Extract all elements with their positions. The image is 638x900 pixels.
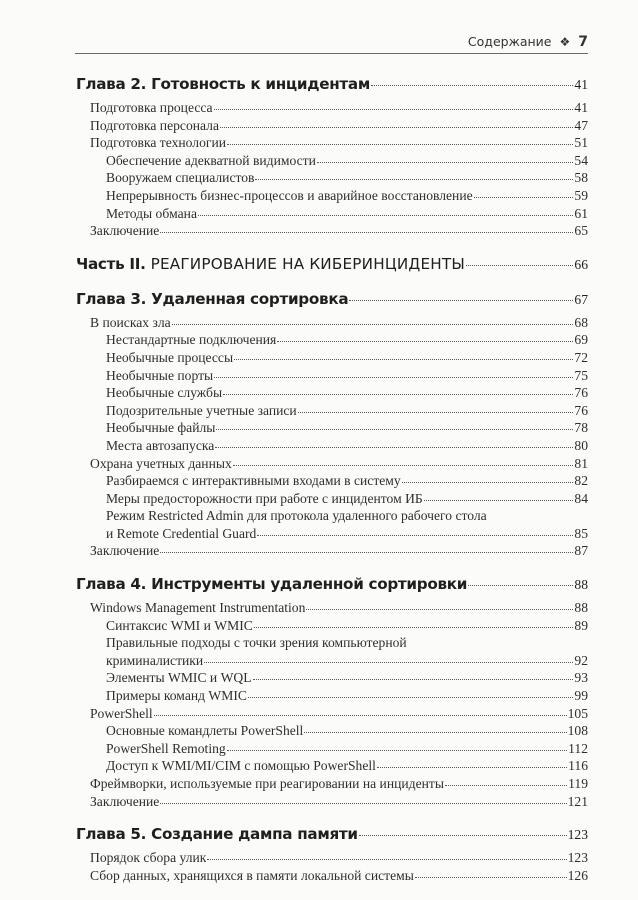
leader-dots — [254, 627, 574, 628]
toc-chapter-heading[interactable] — [76, 574, 588, 595]
entry-label: Фреймворки, используемые при реагировании на инциденты — [90, 776, 444, 791]
leader-dots — [306, 609, 573, 610]
page-number: 41 — [574, 77, 588, 92]
entry-label: Подозрительные учетные записи — [106, 402, 297, 418]
page-number: 123 — [567, 850, 588, 866]
leader-dots — [415, 877, 567, 878]
leader-dots — [172, 324, 574, 325]
entry-label: Заключение — [90, 223, 160, 239]
page-number: 88 — [574, 600, 588, 616]
toc-subentry[interactable] — [76, 687, 588, 705]
toc-subentry[interactable] — [76, 331, 588, 349]
entry-label: Подготовка процесса — [90, 100, 213, 115]
leader-dots — [216, 429, 573, 430]
toc-entry[interactable] — [76, 222, 588, 240]
toc-part-heading[interactable] — [76, 254, 588, 275]
toc-entry[interactable] — [76, 599, 588, 617]
page-number: 47 — [574, 117, 588, 133]
page-number: 65 — [574, 223, 588, 239]
page-number: 75 — [574, 367, 588, 383]
entry-label-line2: криминалистики — [106, 652, 204, 668]
page-number: 82 — [574, 473, 588, 489]
toc-subentry[interactable] — [76, 507, 588, 542]
chapter-title: Глава 5. Создание дампа памяти — [76, 825, 358, 844]
toc-subentry[interactable] — [76, 634, 588, 669]
leader-dots — [474, 197, 574, 198]
toc-subentry[interactable] — [76, 757, 588, 775]
chapter-title: Глава 4. Инструменты удаленной сортировки — [76, 575, 468, 594]
entry-label-line1: Правильные подходы с точки зрения компьютерной — [106, 635, 407, 651]
page-number: 51 — [574, 135, 588, 151]
leader-dots — [207, 859, 566, 860]
page-number: 99 — [574, 688, 588, 704]
entry-label: Синтаксис WMI и WMIC — [106, 617, 253, 633]
entry-label: Непрерывность бизнес-процессов и аварийное восстановление — [106, 187, 473, 203]
leader-dots — [227, 750, 567, 751]
entry-label: Методы обмана — [106, 205, 197, 221]
toc-entry[interactable] — [76, 455, 588, 473]
toc-entry[interactable] — [76, 705, 588, 723]
page-number: 72 — [574, 349, 588, 365]
leader-dots — [154, 715, 567, 716]
leader-dots — [402, 482, 574, 483]
page-number: 85 — [574, 525, 588, 541]
page-number: 116 — [568, 758, 588, 774]
toc-subentry[interactable] — [76, 187, 588, 205]
leader-dots — [424, 500, 574, 501]
leader-dots — [227, 144, 573, 145]
toc-subentry[interactable] — [76, 384, 588, 402]
running-header — [75, 30, 588, 54]
page-number: 66 — [574, 256, 588, 272]
entry-label: Меры предосторожности при работе с инцидентом ИБ — [106, 490, 423, 506]
entry-label: Заключение — [90, 543, 160, 559]
ornament-icon: ❖ — [559, 34, 571, 49]
entry-label: Разбираемся с интерактивными входами в систему — [106, 473, 401, 489]
leader-dots — [223, 394, 573, 395]
toc-subentry[interactable] — [76, 472, 588, 490]
page-number: 76 — [574, 402, 588, 418]
toc-subentry[interactable] — [76, 740, 588, 758]
toc-subentry[interactable] — [76, 419, 588, 437]
toc-chapter-heading[interactable] — [76, 289, 588, 310]
leader-dots — [468, 585, 573, 586]
leader-dots — [248, 697, 573, 698]
leader-dots — [298, 412, 574, 413]
page-number: 105 — [567, 705, 588, 721]
entry-label-line1: Режим Restricted Admin для протокола удаленного рабочего стола — [106, 508, 487, 524]
entry-label: Доступ к WMI/MI/CIM с помощью PowerShell — [106, 758, 376, 774]
leader-dots — [160, 803, 566, 804]
leader-dots — [160, 552, 573, 553]
page-number: 88 — [574, 577, 588, 593]
page-number: 89 — [574, 617, 588, 633]
page-number: 80 — [574, 437, 588, 453]
entry-label: PowerShell Remoting — [106, 740, 226, 756]
toc-entry[interactable] — [76, 775, 588, 793]
toc-subentry[interactable] — [76, 617, 588, 635]
page-number: 67 — [574, 291, 588, 307]
entry-label: PowerShell — [90, 705, 153, 721]
toc-entry[interactable] — [76, 849, 588, 867]
toc-entry[interactable] — [76, 867, 588, 885]
leader-dots — [214, 109, 574, 110]
toc-entry[interactable] — [76, 314, 588, 332]
leader-dots — [160, 232, 573, 233]
leader-dots — [234, 359, 573, 360]
entry-label: Места автозапуска — [106, 437, 215, 453]
page-number: 58 — [574, 170, 588, 186]
page-number: 112 — [568, 740, 588, 756]
entry-label: Необычные службы — [106, 385, 223, 401]
leader-dots — [466, 265, 573, 266]
page-number: 78 — [574, 420, 588, 436]
entry-label: Подготовка персонала — [90, 117, 219, 133]
page-number: 87 — [574, 543, 588, 559]
page-number: 54 — [574, 152, 588, 168]
page-number: 81 — [574, 455, 588, 471]
entry-label: Основные командлеты PowerShell — [106, 723, 304, 739]
leader-dots — [445, 785, 567, 786]
page-number: 93 — [574, 670, 588, 686]
page-number: 108 — [567, 723, 588, 739]
toc-subentry[interactable] — [76, 367, 588, 385]
page-number: 59 — [574, 187, 588, 203]
page-number: 41 — [574, 100, 588, 115]
leader-dots — [377, 767, 567, 768]
entry-label: Windows Management Instrumentation — [90, 600, 306, 616]
leader-dots — [220, 127, 573, 128]
entry-label-line2: и Remote Credential Guard — [106, 525, 257, 541]
toc-subentry[interactable] — [76, 669, 588, 687]
entry-label: Порядок сбора улик — [90, 850, 207, 866]
leader-dots — [198, 215, 573, 216]
toc-entry[interactable] — [76, 117, 588, 135]
page-number: 119 — [568, 776, 588, 791]
leader-dots — [317, 162, 574, 163]
leader-dots — [255, 179, 573, 180]
entry-label: В поисках зла — [90, 314, 171, 330]
header-section-title: Содержание — [467, 34, 552, 49]
entry-label: Нестандартные подключения — [106, 332, 277, 348]
leader-dots — [257, 535, 573, 536]
leader-dots — [371, 85, 573, 86]
toc-subentry[interactable] — [76, 152, 588, 170]
leader-dots — [304, 732, 566, 733]
leader-dots — [233, 465, 574, 466]
page-number: 92 — [574, 652, 588, 668]
leader-dots — [214, 377, 573, 378]
entry-label: Подготовка технологии — [90, 135, 226, 151]
entry-label: Сбор данных, хранящихся в памяти локальной системы — [90, 867, 414, 883]
toc-entry[interactable] — [76, 542, 588, 560]
toc-subentry[interactable] — [76, 437, 588, 455]
toc-chapter-heading[interactable] — [76, 74, 588, 95]
part-prefix: Часть II. — [76, 254, 146, 273]
page-number: 121 — [567, 793, 588, 809]
entry-label: Обеспечение адекватной видимости — [106, 152, 316, 168]
page-number: 84 — [574, 490, 588, 506]
chapter-title: Глава 3. Удаленная сортировка — [76, 289, 349, 308]
leader-dots — [359, 835, 567, 836]
entry-label: Необычные порты — [106, 367, 214, 383]
toc-entry[interactable] — [76, 99, 588, 117]
entry-label: Необычные файлы — [106, 420, 216, 436]
toc-subentry[interactable] — [76, 169, 588, 187]
leader-dots — [215, 447, 573, 448]
entry-label: Примеры команд WMIC — [106, 688, 247, 704]
page-number: 126 — [567, 867, 588, 883]
chapter-title: Глава 2. Готовность к инцидентам — [76, 75, 370, 93]
entry-label: Элементы WMIC и WQL — [106, 670, 252, 686]
toc-entry[interactable] — [76, 793, 588, 811]
leader-dots — [204, 662, 573, 663]
page-number: 69 — [574, 332, 588, 348]
entry-label: Заключение — [90, 793, 160, 809]
table-of-contents — [76, 74, 588, 884]
page-number: 68 — [574, 314, 588, 330]
page-number: 61 — [574, 205, 588, 221]
toc-subentry[interactable] — [76, 402, 588, 420]
entry-label: Вооружаем специалистов — [106, 170, 255, 186]
toc-subentry[interactable] — [76, 490, 588, 508]
part-title: РЕАГИРОВАНИЕ НА КИБЕРИНЦИДЕНТЫ — [150, 254, 465, 273]
toc-entry[interactable] — [76, 134, 588, 152]
leader-dots — [349, 300, 573, 301]
toc-subentry[interactable] — [76, 205, 588, 223]
page-number: 123 — [567, 827, 588, 843]
header-page-number: 7 — [578, 33, 588, 50]
page-number: 76 — [574, 385, 588, 401]
toc-subentry[interactable] — [76, 349, 588, 367]
entry-label: Необычные процессы — [106, 349, 234, 365]
entry-label: Охрана учетных данных — [90, 455, 232, 471]
leader-dots — [253, 679, 574, 680]
leader-dots — [277, 341, 573, 342]
toc-chapter-heading[interactable] — [76, 824, 588, 845]
toc-subentry[interactable] — [76, 722, 588, 740]
